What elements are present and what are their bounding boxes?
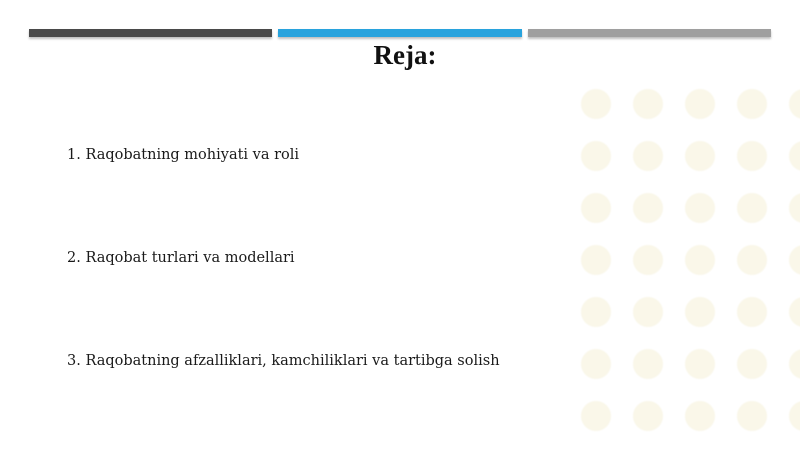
header-bar-dark: [29, 29, 272, 37]
header-bar-blue: [278, 29, 522, 37]
header-bar-gray: [528, 29, 771, 37]
slide-title: Reja:: [373, 40, 437, 70]
plan-item: 2. Raqobat turlari va modellari: [67, 250, 295, 266]
plan-item: 1. Raqobatning mohiyati va roli: [67, 147, 300, 163]
plan-item: 3. Raqobatning afzalliklari, kamchiliklari va tartibga solish: [67, 353, 500, 369]
header-color-bars: [29, 29, 771, 38]
decorative-pattern: [560, 70, 800, 449]
